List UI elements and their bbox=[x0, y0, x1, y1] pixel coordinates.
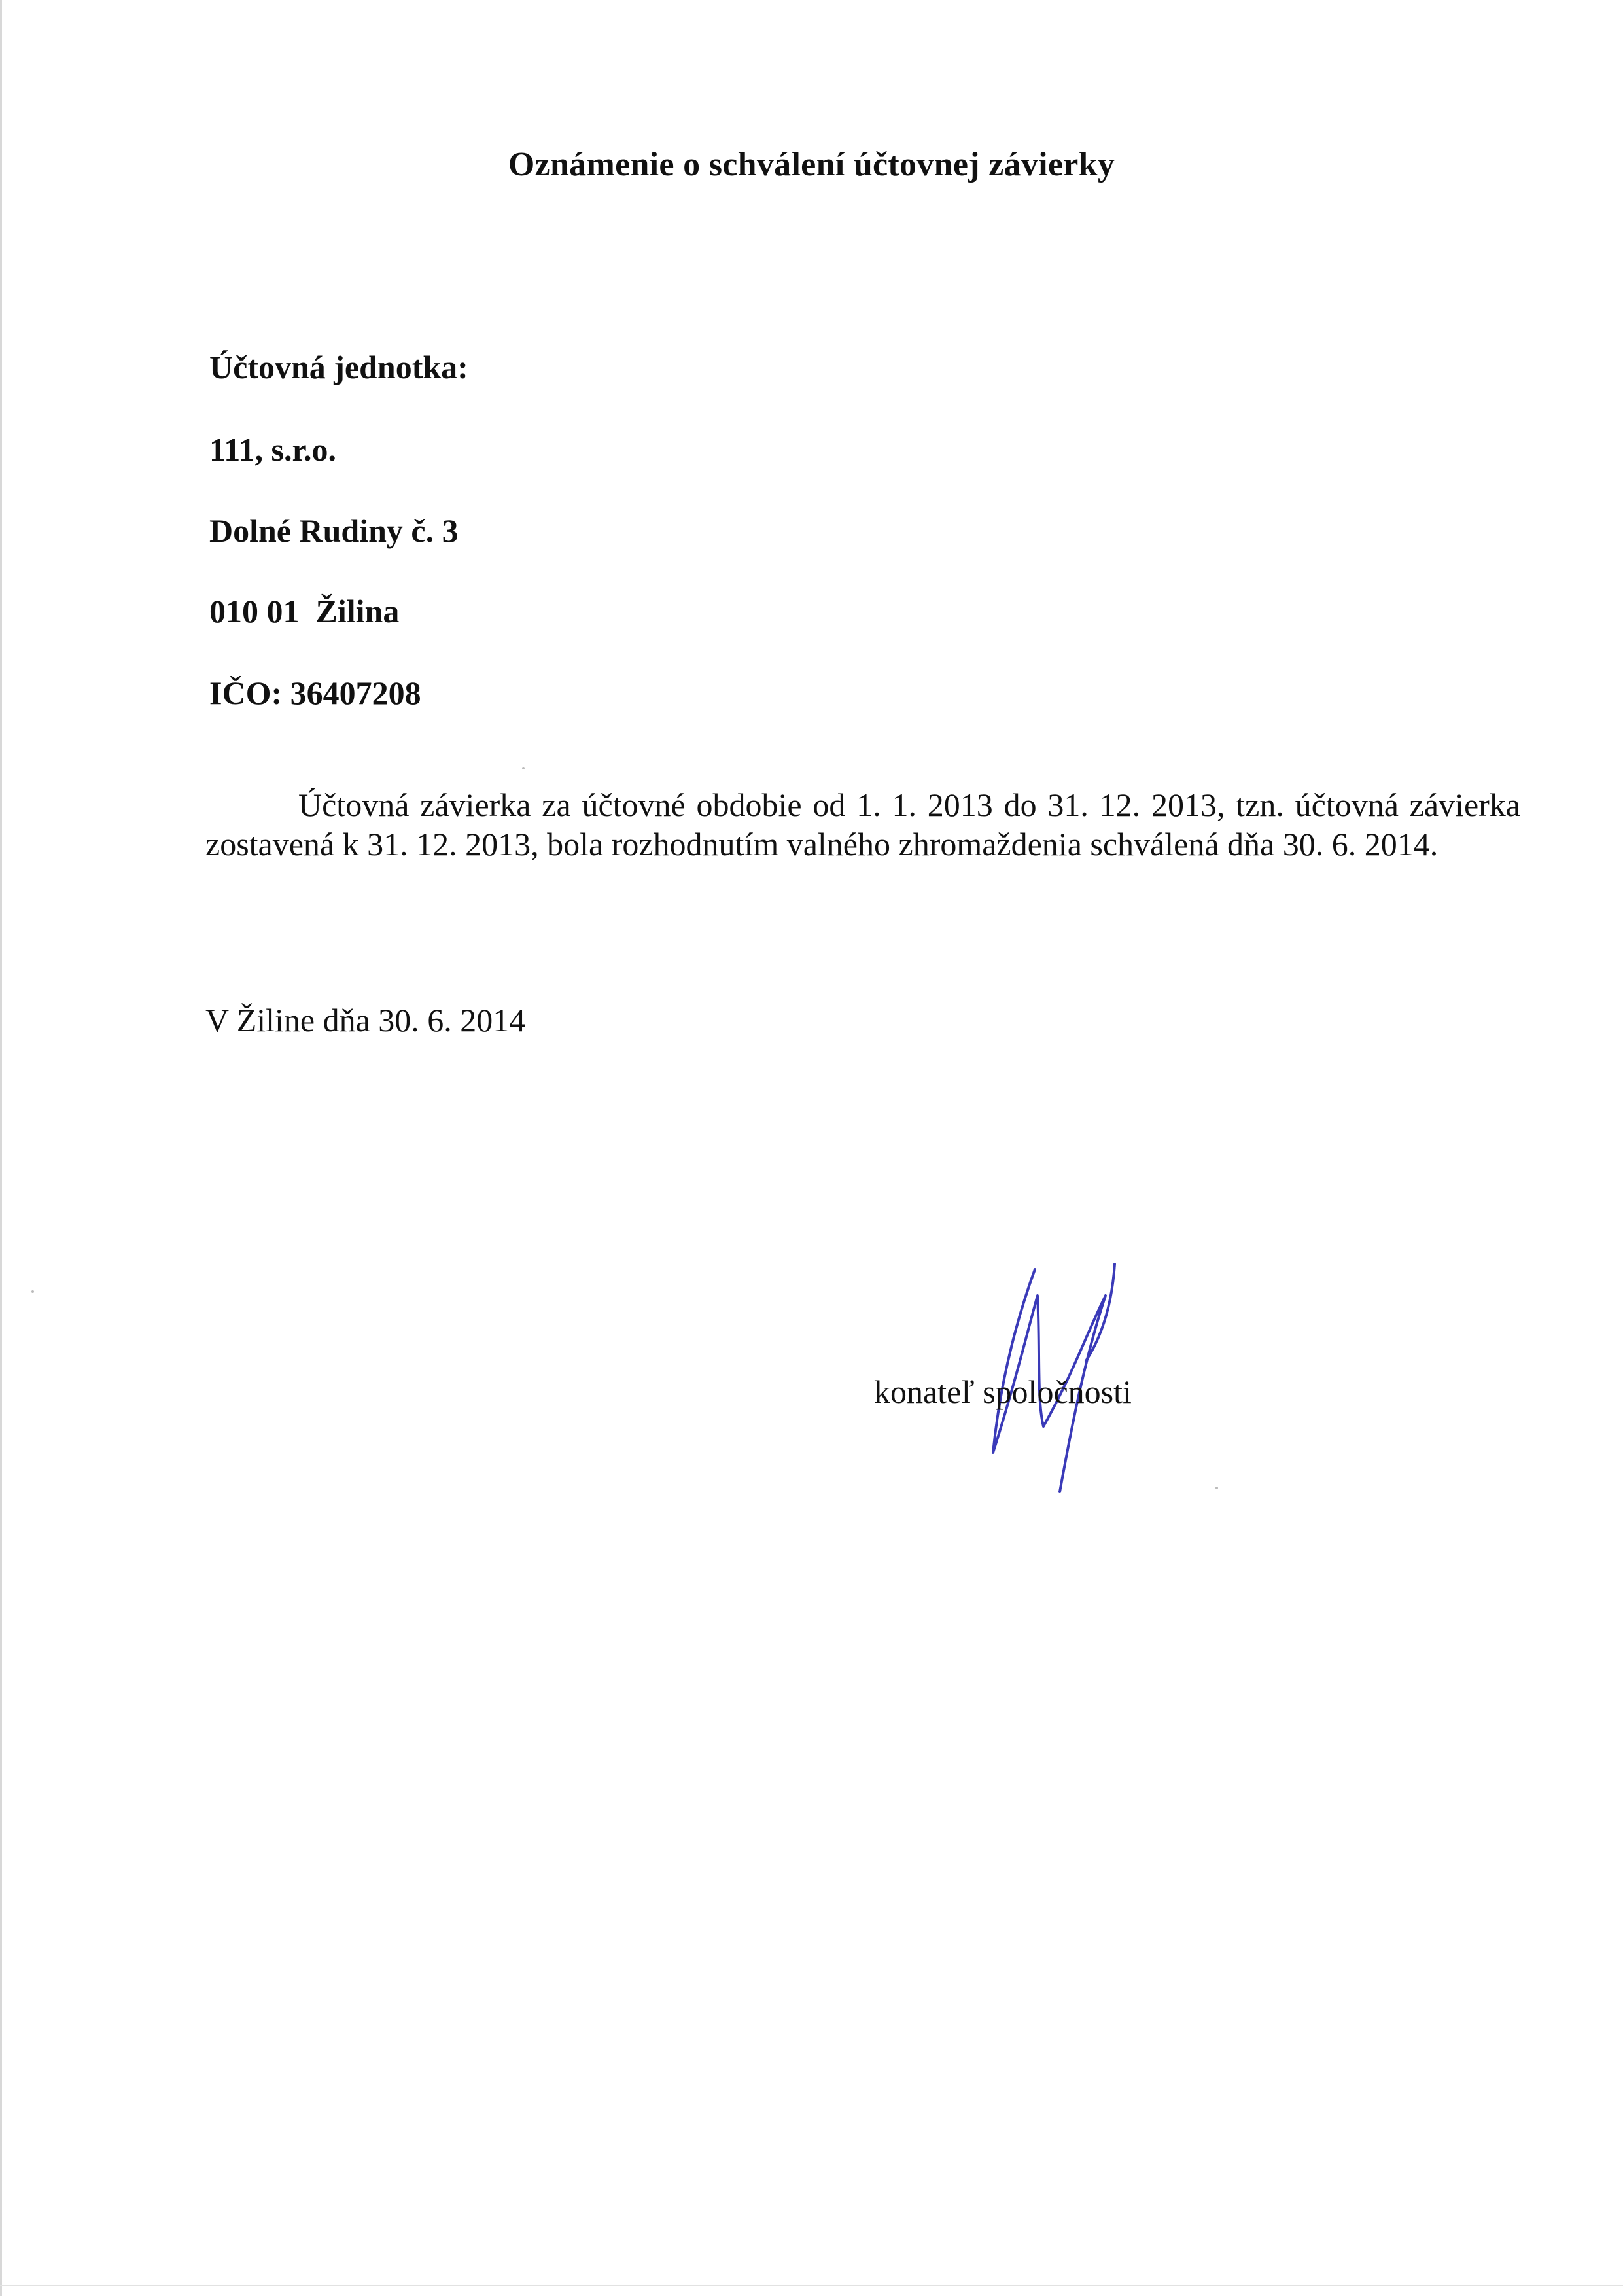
scan-speck bbox=[1215, 1487, 1218, 1489]
entity-name: 111, s.r.o. bbox=[209, 431, 337, 468]
document-title: Oznámenie o schválení účtovnej závierky bbox=[508, 146, 1115, 183]
entity-ico: IČO: 36407208 bbox=[209, 675, 421, 711]
scan-speck bbox=[31, 1290, 34, 1293]
approval-text: Účtovná závierka za účtovné obdobie od 1. 1. 2013 do 31. 12. 2013, tzn. účtovná závierka zostavená k 31. 12. 2013, bola rozhodnutím valného zhromaždenia schválená dňa 30. 6. 2014. bbox=[205, 786, 1520, 862]
entity-city: 010 01 Žilina bbox=[209, 593, 400, 629]
page-edge-bottom bbox=[0, 2285, 1623, 2286]
place-and-date: V Žiline dňa 30. 6. 2014 bbox=[205, 1002, 526, 1038]
entity-street: Dolné Rudiny č. 3 bbox=[209, 512, 459, 549]
page-edge-left bbox=[0, 0, 2, 2296]
entity-heading: Účtovná jednotka: bbox=[209, 349, 468, 385]
scan-speck bbox=[522, 767, 525, 769]
approval-paragraph bbox=[205, 785, 1520, 864]
signature-caption: konateľ spoločnosti bbox=[874, 1373, 1132, 1410]
